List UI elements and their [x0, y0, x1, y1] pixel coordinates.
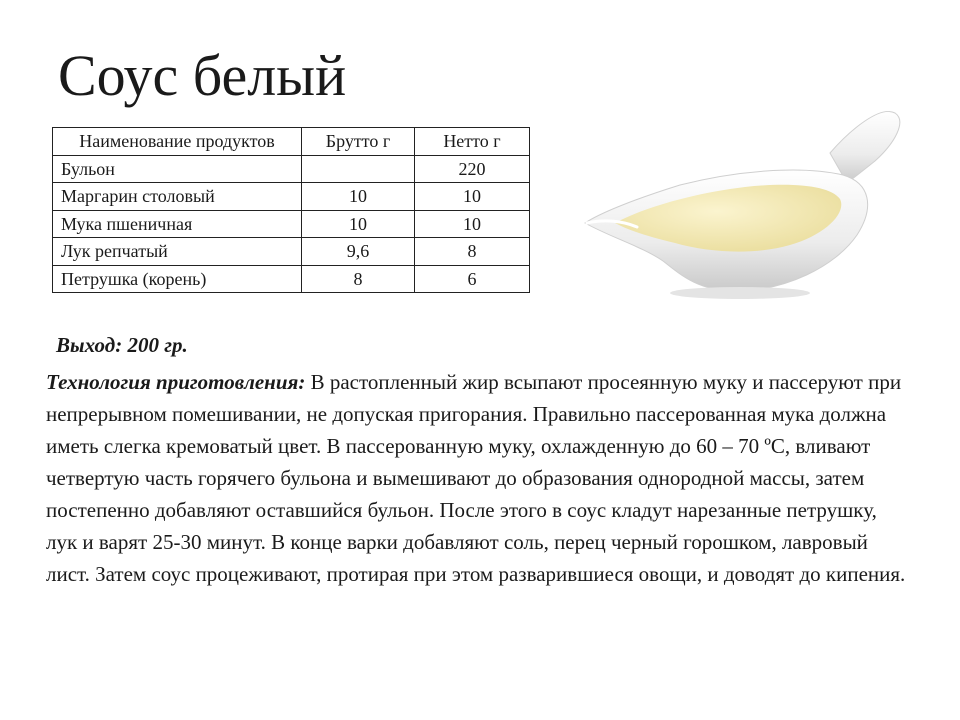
table-row — [53, 210, 530, 238]
table-row — [53, 155, 530, 183]
cell-gross: 8 — [302, 265, 415, 293]
ingredients-table — [52, 127, 530, 293]
cell-product: Петрушка (корень) — [53, 265, 302, 293]
handle-shape — [830, 111, 900, 183]
technology-paragraph — [46, 366, 906, 590]
cell-net: 10 — [415, 210, 530, 238]
cell-net: 220 — [415, 155, 530, 183]
technology-text: В растопленный жир всыпают просеянную муку и пассеруют при непрерывном помешивании, не допуская пригорания. Правильно пассерованная мука должна иметь слегка кремоватый цвет. В пассерованную муку, охлажденную до 60 – 70 ºС, вливают четвертую часть горячего бульона и вымешивают до образования однородной массы, затем постепенно добавляют оставшийся бульон. После этого в соус кладут нарезанные петрушку, лук и варят 25-30 минут. В конце варки добавляют соль, перец черный горошком, лавровый лист. Затем соус процеживают, протирая при этом разварившиеся овощи, и доводят до кипения. — [46, 370, 906, 586]
header-gross: Брутто г — [302, 128, 415, 156]
cell-gross: 9,6 — [302, 238, 415, 266]
cell-product: Маргарин столовый — [53, 183, 302, 211]
cell-product: Мука пшеничная — [53, 210, 302, 238]
cell-net: 6 — [415, 265, 530, 293]
cell-net: 8 — [415, 238, 530, 266]
technology-label: Технология приготовления: — [46, 370, 306, 394]
header-net: Нетто г — [415, 128, 530, 156]
sauceboat-icon — [575, 95, 910, 305]
cell-net: 10 — [415, 183, 530, 211]
cell-gross: 10 — [302, 210, 415, 238]
table-row — [53, 183, 530, 211]
table-row — [53, 238, 530, 266]
table-header-row — [53, 128, 530, 156]
table-row — [53, 265, 530, 293]
cell-gross: 10 — [302, 183, 415, 211]
cell-product: Лук репчатый — [53, 238, 302, 266]
header-product-name: Наименование продуктов — [53, 128, 302, 156]
cell-gross — [302, 155, 415, 183]
cell-product: Бульон — [53, 155, 302, 183]
yield-text: Выход: 200 гр. — [56, 333, 188, 357]
page-title: Соус белый — [58, 43, 347, 108]
base-shadow — [670, 287, 810, 299]
